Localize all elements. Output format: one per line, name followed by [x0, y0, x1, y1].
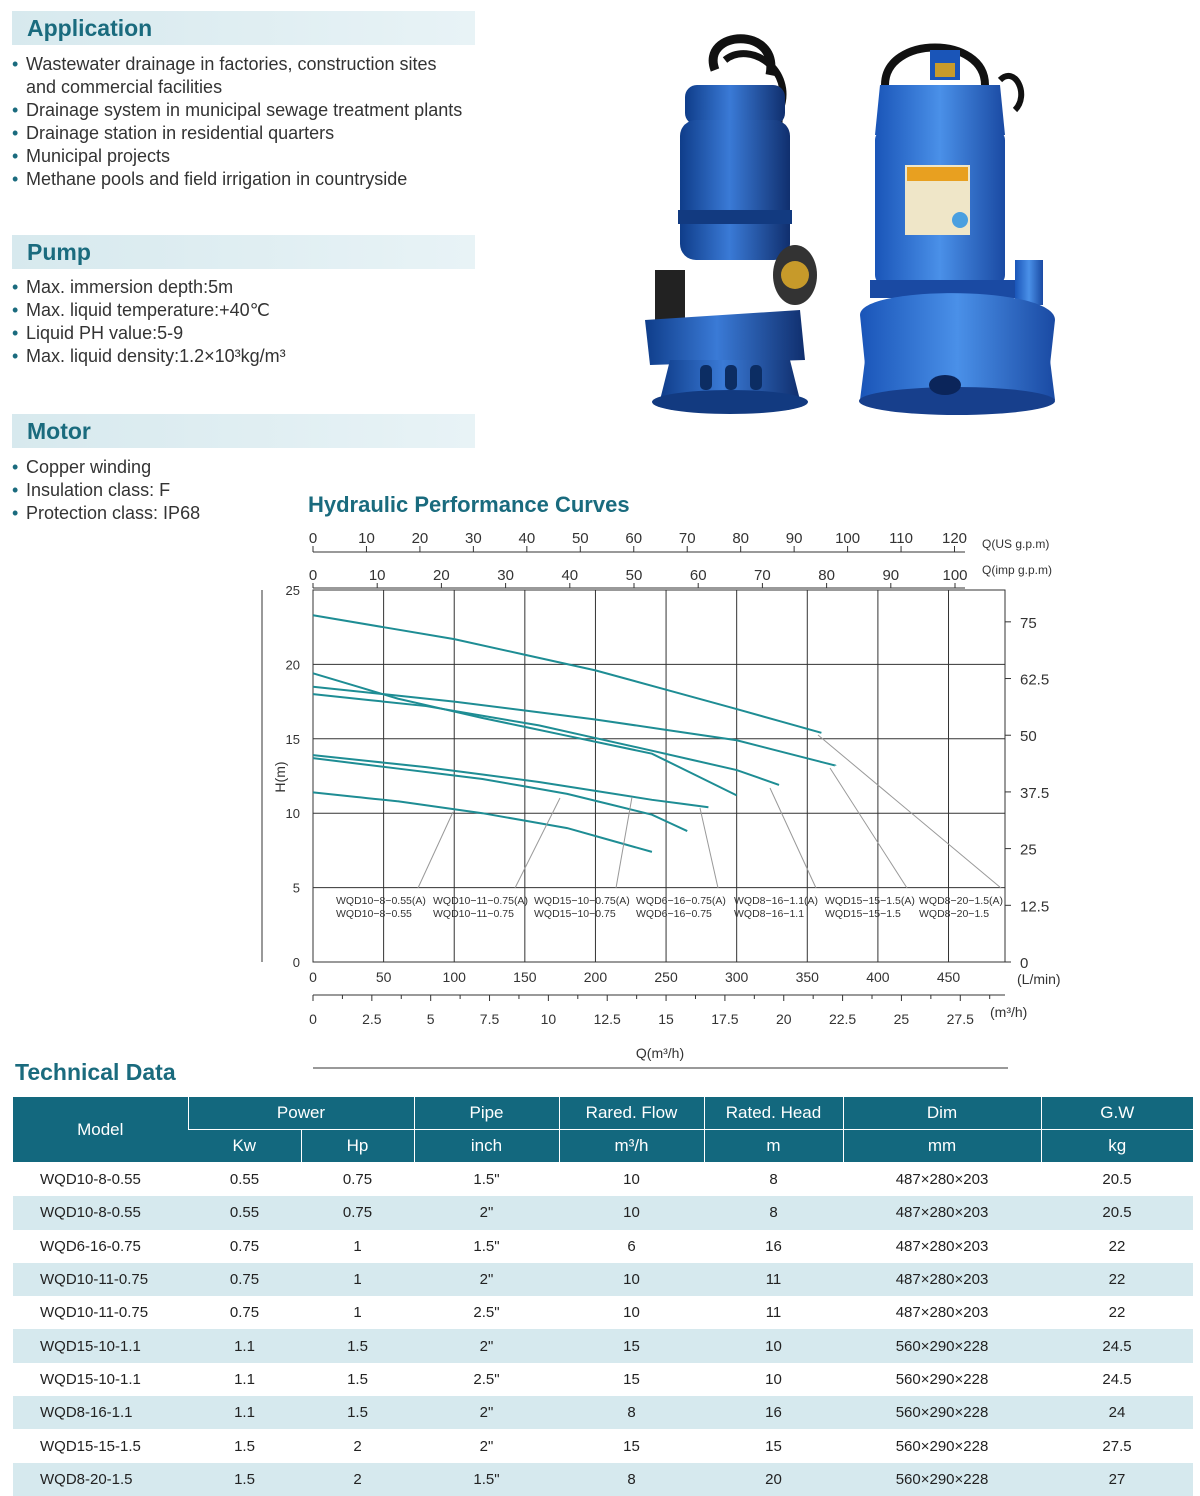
col-gw: G.W: [1041, 1097, 1193, 1130]
table-cell: 10: [559, 1163, 704, 1197]
us-gpm-tick-label: 50: [571, 530, 589, 547]
table-cell: 560×290×228: [843, 1463, 1041, 1496]
table-cell: 487×280×203: [843, 1196, 1041, 1229]
x-tick-label: 300: [724, 969, 749, 985]
table-cell: WQD10-11-0.75: [13, 1296, 188, 1329]
imp-gpm-label: Q(imp g.p.m): [982, 563, 1053, 577]
table-cell: 15: [704, 1429, 843, 1462]
list-item: • Drainage system in municipal sewage treatment plants: [12, 99, 462, 122]
col-power: Power: [188, 1097, 414, 1130]
us-gpm-label: Q(US g.p.m): [982, 537, 1050, 551]
x-tick-label: 100: [442, 969, 466, 985]
table-row: [13, 1363, 1193, 1396]
leader-line: [515, 798, 560, 888]
us-gpm-tick-label: 60: [625, 530, 643, 547]
curve-line: [313, 758, 687, 831]
annotation-label: WQD15−10−0.75(A): [534, 895, 630, 907]
us-gpm-tick-label: 10: [358, 530, 375, 547]
table-cell: 2": [414, 1396, 559, 1429]
right-tick-label: 62.5: [1020, 671, 1050, 689]
col-flow: Rared. Flow: [559, 1097, 704, 1130]
table-cell: 1.1: [188, 1396, 301, 1429]
table-row: [13, 1429, 1193, 1462]
m3h-tick-label: 7.5: [479, 1011, 500, 1027]
table-cell: 2.5": [414, 1363, 559, 1396]
table-cell: 15: [559, 1429, 704, 1462]
table-cell: 1: [301, 1296, 414, 1329]
table-cell: 1.5": [414, 1163, 559, 1197]
x-tick-label: 400: [866, 969, 890, 985]
list-item: • Liquid PH value:5-9: [12, 322, 286, 345]
table-row: [13, 1329, 1193, 1362]
m3h-tick-label: 2.5: [362, 1011, 382, 1027]
table-cell: 10: [559, 1196, 704, 1229]
annotation-label: WQD8−20−1.5: [919, 908, 990, 920]
table-cell: 2": [414, 1429, 559, 1462]
table-cell: 487×280×203: [843, 1263, 1041, 1296]
table-cell: 1: [301, 1263, 414, 1296]
col-dim: Dim: [843, 1097, 1041, 1130]
curve-line: [313, 687, 836, 766]
list-item: • Max. liquid density:1.2×10³kg/m³: [12, 345, 286, 368]
right-tick-label: 37.5: [1020, 784, 1050, 802]
table-cell: 1.1: [188, 1329, 301, 1362]
y-tick-label: 15: [285, 731, 300, 747]
table-cell: 24.5: [1041, 1363, 1193, 1396]
leader-line: [830, 768, 907, 888]
application-title: Application: [27, 15, 153, 41]
us-gpm-tick-label: 0: [308, 530, 318, 547]
table-row: [13, 1263, 1193, 1296]
table-cell: 0.75: [188, 1230, 301, 1263]
list-item: • Max. immersion depth:5m: [12, 276, 286, 299]
table-cell: 2: [301, 1429, 414, 1462]
x-tick-label: 150: [513, 969, 537, 985]
table-cell: 1.5: [188, 1429, 301, 1462]
right-tick-label: 50: [1020, 728, 1037, 746]
table-cell: WQD10-11-0.75: [13, 1263, 188, 1296]
pump-title: Pump: [27, 239, 91, 265]
right-tick-label: 75: [1020, 614, 1037, 632]
table-cell: 10: [559, 1263, 704, 1296]
table-cell: 0.75: [301, 1196, 414, 1229]
table-cell: 0.55: [188, 1196, 301, 1229]
x-tick-label: 250: [654, 969, 678, 985]
m3h-unit-label: (m³/h): [990, 1004, 1028, 1020]
table-cell: 27: [1041, 1463, 1193, 1496]
us-gpm-tick-label: 70: [678, 530, 696, 547]
col-m3h: m³/h: [559, 1130, 704, 1163]
imp-gpm-tick-label: 40: [561, 567, 579, 584]
us-gpm-tick-label: 30: [465, 530, 482, 547]
col-mm: mm: [843, 1130, 1041, 1163]
table-cell: 2": [414, 1263, 559, 1296]
table-cell: 22: [1041, 1296, 1193, 1329]
m3h-tick-label: 15: [658, 1011, 674, 1027]
table-cell: WQD15-10-1.1: [13, 1329, 188, 1362]
list-item: • Copper winding: [12, 456, 200, 479]
list-item: • Methane pools and field irrigation in countryside: [12, 168, 462, 191]
annotation-label: WQD15−15−1.5(A): [825, 895, 915, 907]
table-cell: 2": [414, 1329, 559, 1362]
m3h-tick-label: 10: [540, 1011, 557, 1027]
imp-gpm-tick-label: 90: [882, 567, 900, 584]
table-cell: WQD8-20-1.5: [13, 1463, 188, 1496]
table-cell: WQD10-8-0.55: [13, 1196, 188, 1229]
list-item: • Protection class: IP68: [12, 502, 200, 525]
table-cell: 1.1: [188, 1363, 301, 1396]
us-gpm-tick-label: 110: [889, 530, 914, 547]
table-cell: 0.55: [188, 1163, 301, 1197]
y-tick-label: 5: [292, 880, 300, 896]
leader-line: [818, 735, 1001, 888]
table-row: [13, 1396, 1193, 1429]
x-unit-label: (L/min): [1017, 971, 1061, 987]
us-gpm-tick-label: 120: [941, 530, 968, 547]
annotation-label: WQD10−8−0.55: [336, 908, 412, 920]
list-item: and commercial facilities: [26, 77, 223, 97]
m3h-tick-label: 20: [775, 1011, 792, 1027]
col-kg: kg: [1041, 1130, 1193, 1163]
table-cell: 24: [1041, 1396, 1193, 1429]
table-cell: 1: [301, 1230, 414, 1263]
annotation-label: WQD10−11−0.75: [433, 908, 514, 920]
us-gpm-tick-label: 80: [732, 530, 750, 547]
us-gpm-tick-label: 100: [835, 530, 861, 547]
us-gpm-tick-label: 90: [785, 530, 803, 547]
list-item: • Wastewater drainage in factories, construction sites: [12, 53, 462, 76]
leader-line: [700, 808, 718, 888]
table-cell: 22: [1041, 1230, 1193, 1263]
table-cell: 8: [704, 1163, 843, 1197]
col-m: m: [704, 1130, 843, 1163]
table-row: [13, 1230, 1193, 1263]
table-cell: 11: [704, 1296, 843, 1329]
right-tick-label: 0: [1020, 955, 1029, 972]
table-cell: 1.5: [301, 1396, 414, 1429]
list-item: • Municipal projects: [12, 145, 462, 168]
imp-gpm-tick-label: 50: [625, 567, 643, 584]
y-tick-label: 10: [285, 806, 300, 822]
us-gpm-tick-label: 40: [518, 530, 536, 547]
y-tick-label: 25: [285, 583, 300, 598]
chart-title: Hydraulic Performance Curves: [308, 492, 630, 517]
annotation-label: WQD15−10−0.75: [534, 908, 616, 920]
table-cell: 10: [704, 1363, 843, 1396]
table-cell: 16: [704, 1230, 843, 1263]
table-cell: 8: [704, 1196, 843, 1229]
table-cell: 20.5: [1041, 1163, 1193, 1197]
table-cell: 487×280×203: [843, 1163, 1041, 1197]
x-tick-label: 0: [309, 969, 317, 985]
technical-table: [13, 1097, 1193, 1496]
imp-gpm-tick-label: 100: [942, 567, 968, 584]
right-tick-label: 12.5: [1020, 898, 1050, 916]
list-item: • Max. liquid temperature:+40℃: [12, 299, 286, 322]
table-cell: 15: [559, 1363, 704, 1396]
list-item: • Insulation class: F: [12, 479, 200, 502]
col-pipe: Pipe: [414, 1097, 559, 1130]
table-cell: 10: [559, 1296, 704, 1329]
annotation-label: WQD6−16−0.75(A): [636, 895, 726, 907]
table-cell: WQD8-16-1.1: [13, 1396, 188, 1429]
leader-line: [418, 812, 453, 888]
table-row: [13, 1196, 1193, 1229]
table-cell: 560×290×228: [843, 1329, 1041, 1362]
table-cell: 1.5": [414, 1463, 559, 1496]
annotation-label: WQD10−8−0.55(A): [336, 895, 426, 907]
table-cell: 560×290×228: [843, 1396, 1041, 1429]
us-gpm-tick-label: 20: [411, 530, 429, 547]
table-cell: 1.5: [301, 1329, 414, 1362]
imp-gpm-tick-label: 20: [433, 567, 450, 584]
table-row: [13, 1296, 1193, 1329]
x-tick-label: 450: [936, 969, 961, 985]
m3h-tick-label: 25: [893, 1011, 910, 1027]
annotation-label: WQD8−16−1.1(A): [734, 895, 819, 907]
table-cell: 2": [414, 1196, 559, 1229]
table-cell: 0.75: [188, 1296, 301, 1329]
m3h-tick-label: 22.5: [828, 1011, 857, 1027]
imp-gpm-tick-label: 10: [368, 567, 386, 584]
technical-title: Technical Data: [15, 1059, 176, 1085]
table-cell: 20: [704, 1463, 843, 1496]
table-cell: 487×280×203: [843, 1230, 1041, 1263]
table-cell: 0.75: [188, 1263, 301, 1296]
x-tick-label: 50: [375, 969, 392, 985]
table-cell: 24.5: [1041, 1329, 1193, 1362]
x-tick-label: 200: [583, 969, 608, 985]
x-axis-title: Q(m³/h): [635, 1045, 685, 1061]
table-cell: 8: [559, 1396, 704, 1429]
col-kw: Kw: [188, 1130, 301, 1163]
annotation-label: WQD8−20−1.5(A): [919, 895, 1004, 907]
table-cell: 20.5: [1041, 1196, 1193, 1229]
table-cell: 16: [704, 1396, 843, 1429]
table-cell: 2: [301, 1463, 414, 1496]
col-hp: Hp: [301, 1130, 414, 1163]
motor-title: Motor: [27, 418, 91, 444]
table-row: [13, 1163, 1193, 1197]
table-cell: WQD15-10-1.1: [13, 1363, 188, 1396]
table-row: [13, 1463, 1193, 1496]
table-cell: WQD10-8-0.55: [13, 1163, 188, 1197]
table-cell: 6: [559, 1230, 704, 1263]
col-head: Rated. Head: [704, 1097, 843, 1130]
x-tick-label: 350: [795, 969, 819, 985]
table-cell: 22: [1041, 1263, 1193, 1296]
m3h-tick-label: 5: [426, 1011, 435, 1027]
list-item: • Drainage station in residential quarters: [12, 122, 462, 145]
y-tick-label: 20: [285, 657, 300, 673]
imp-gpm-tick-label: 80: [818, 567, 835, 584]
imp-gpm-tick-label: 0: [308, 567, 318, 584]
imp-gpm-tick-label: 30: [497, 567, 514, 584]
table-cell: WQD15-15-1.5: [13, 1429, 188, 1462]
m3h-tick-label: 0: [309, 1011, 317, 1027]
right-tick-label: 25: [1020, 841, 1037, 859]
table-cell: 1.5: [188, 1463, 301, 1496]
table-cell: 2.5": [414, 1296, 559, 1329]
m3h-tick-label: 17.5: [711, 1011, 739, 1027]
curve-line: [313, 694, 779, 785]
col-inch: inch: [414, 1130, 559, 1163]
y-tick-label: 0: [292, 955, 300, 970]
table-cell: 1.5: [301, 1363, 414, 1396]
y-axis-label: H(m): [272, 761, 288, 793]
table-cell: 560×290×228: [843, 1363, 1041, 1396]
leader-line: [770, 788, 816, 888]
annotation-label: WQD15−15−1.5: [825, 908, 901, 920]
table-cell: 1.5": [414, 1230, 559, 1263]
annotation-label: WQD8−16−1.1: [734, 908, 805, 920]
imp-gpm-tick-label: 60: [689, 567, 707, 584]
m3h-tick-label: 27.5: [946, 1011, 974, 1027]
annotation-label: WQD6−16−0.75: [636, 908, 712, 920]
col-model: Model: [13, 1097, 188, 1163]
table-cell: WQD6-16-0.75: [13, 1230, 188, 1263]
annotation-label: WQD10−11−0.75(A): [433, 895, 528, 907]
m3h-tick-label: 12.5: [593, 1011, 621, 1027]
table-cell: 27.5: [1041, 1429, 1193, 1462]
table-cell: 8: [559, 1463, 704, 1496]
imp-gpm-tick-label: 70: [754, 567, 771, 584]
table-cell: 11: [704, 1263, 843, 1296]
table-cell: 10: [704, 1329, 843, 1362]
table-cell: 487×280×203: [843, 1296, 1041, 1329]
table-cell: 0.75: [301, 1163, 414, 1197]
table-cell: 15: [559, 1329, 704, 1362]
table-cell: 560×290×228: [843, 1429, 1041, 1462]
